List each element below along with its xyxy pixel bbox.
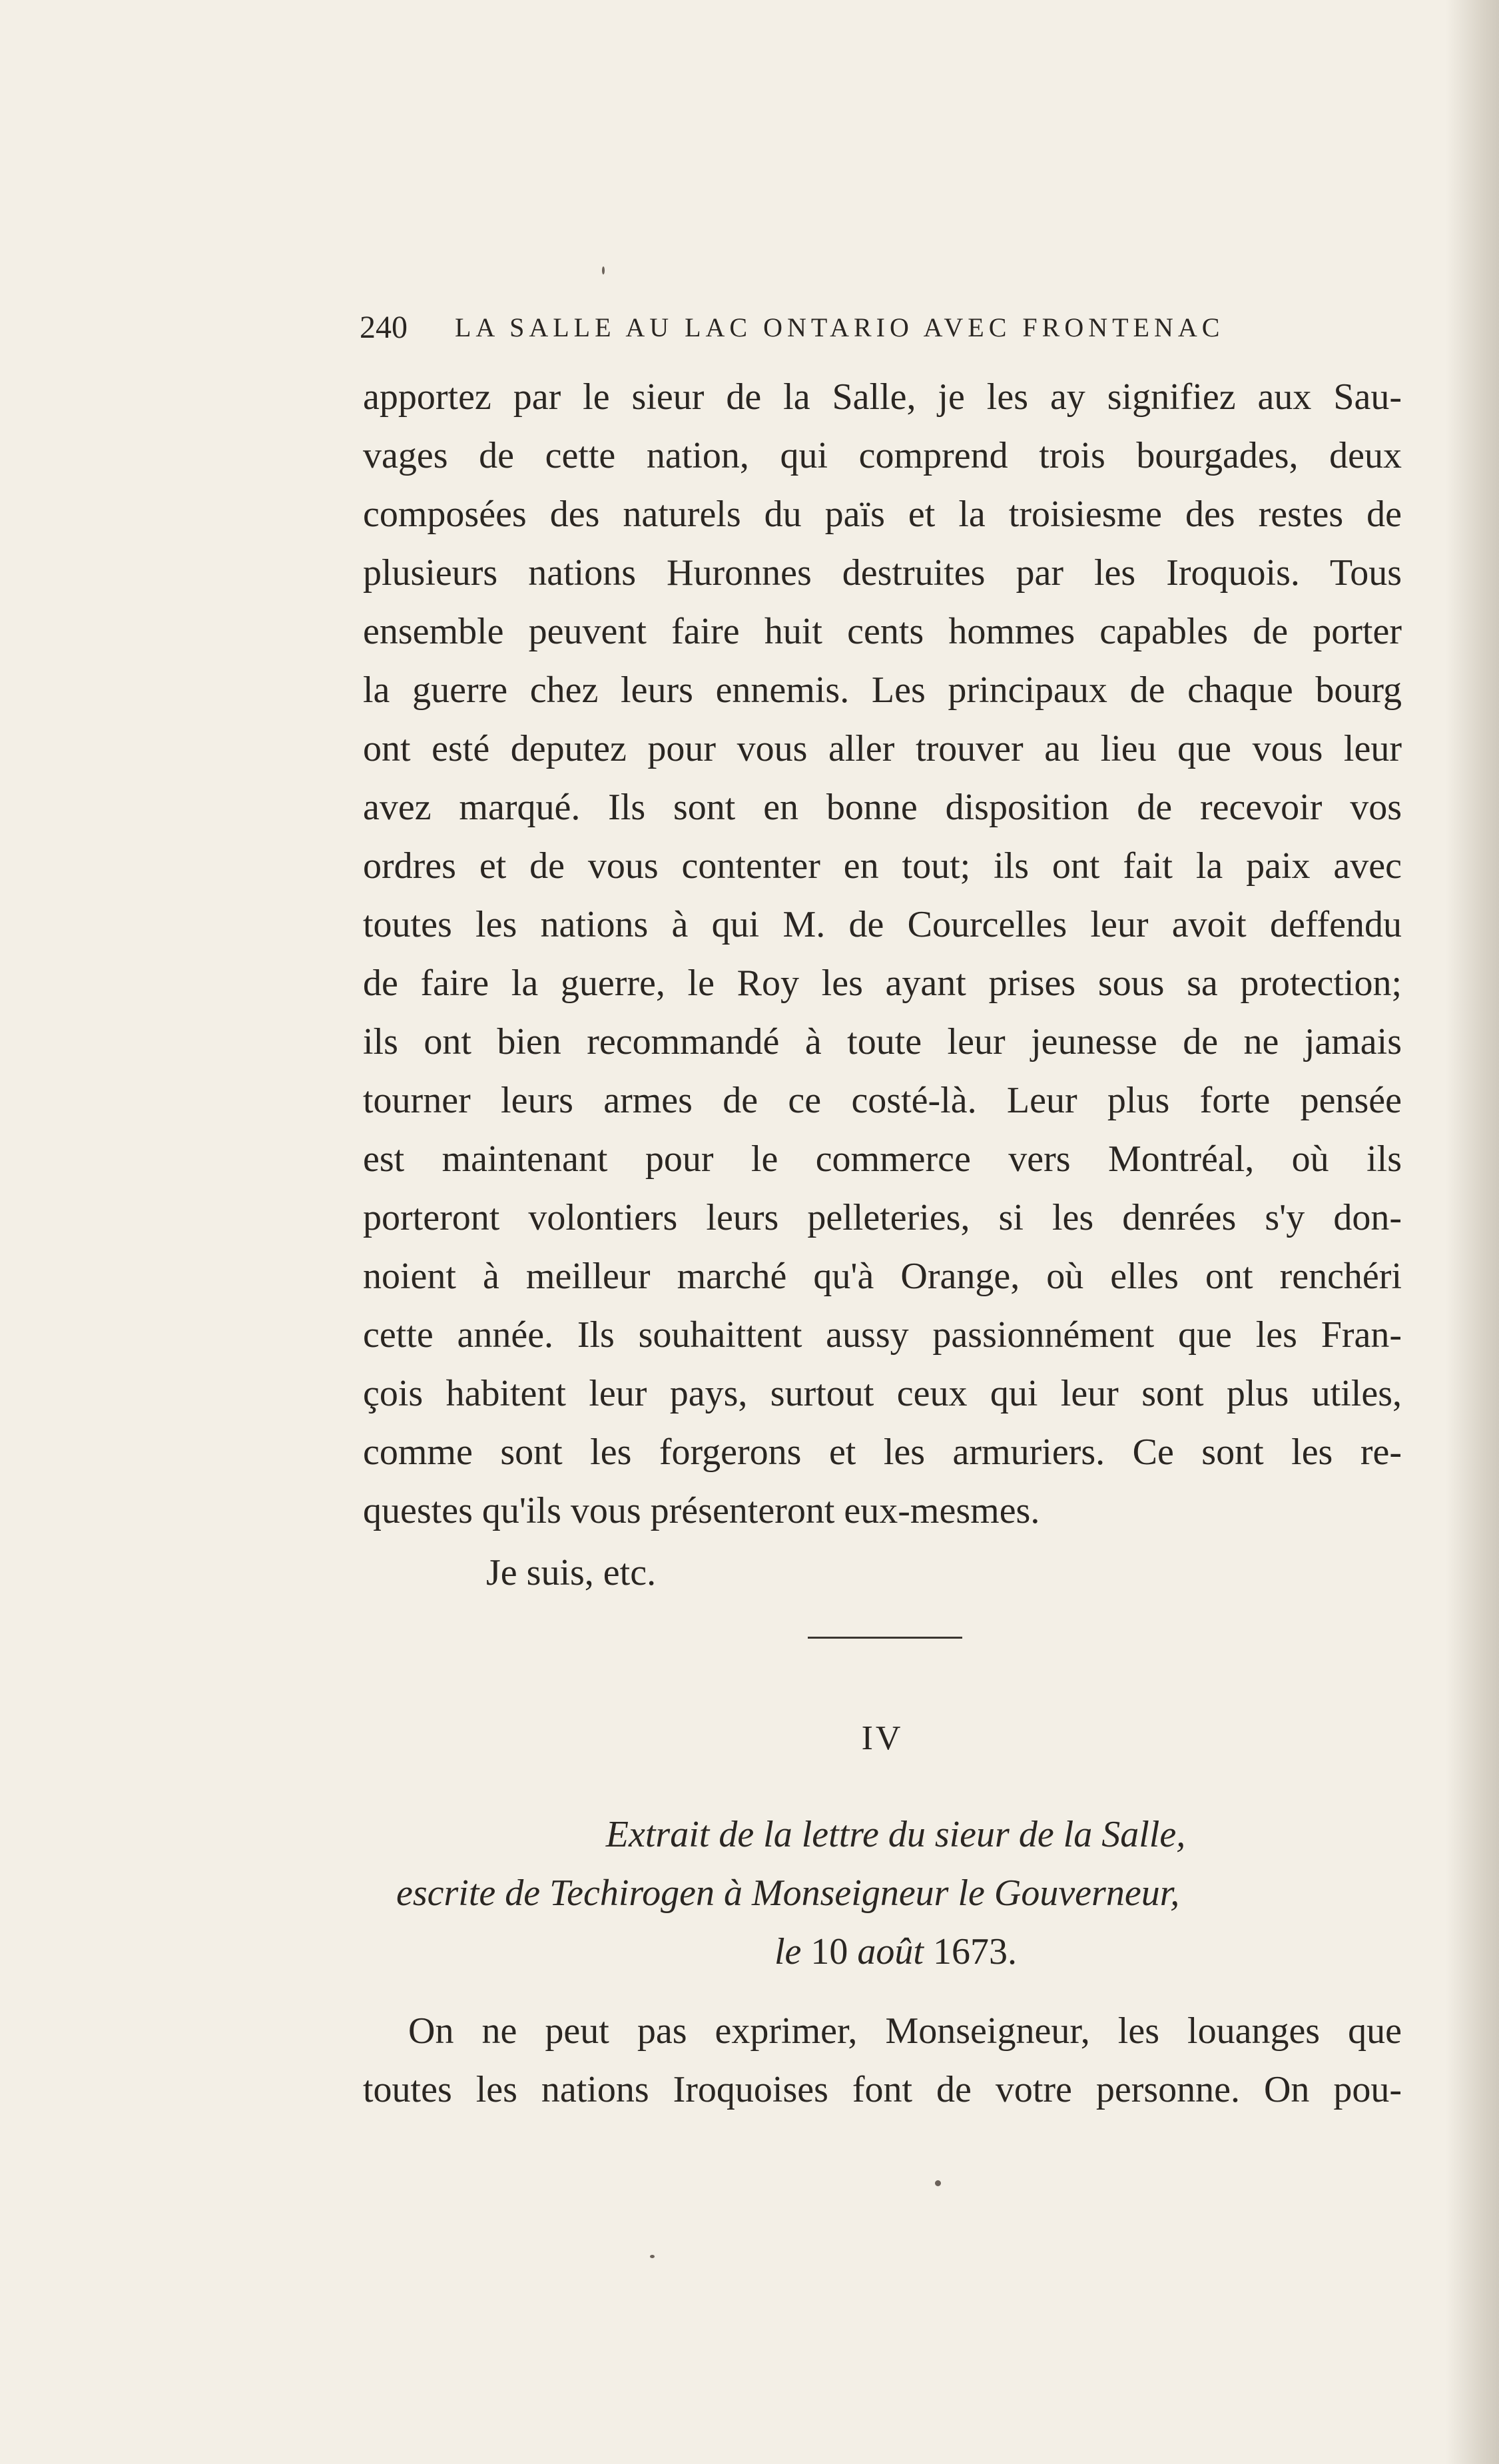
section-heading — [363, 1805, 1402, 1981]
text-line-last: questes qu'ils vous présenteront eux-mesmes. — [363, 1490, 1040, 1531]
text-line: tourner leurs armes de ce costé-là. Leur plus forte pensée — [363, 1080, 1402, 1121]
page-number: 240 — [360, 310, 408, 345]
text-line: ensemble peuvent faire huit cents hommes capables de porter — [363, 611, 1402, 652]
text-line: porteront volontiers leurs pelleteries, si les denrées s'y don- — [363, 1197, 1402, 1238]
text-line: avez marqué. Ils sont en bonne disposition de recevoir vos — [363, 787, 1402, 828]
section-divider — [808, 1637, 962, 1639]
letter-body — [363, 368, 1402, 1540]
closing-formula — [363, 1543, 1402, 1602]
text-line: noient à meilleur marché qu'à Orange, où elles ont renchéri — [363, 1256, 1402, 1297]
text-line: de faire la guerre, le Roy les ayant prises sous sa protection; — [363, 963, 1402, 1004]
text-line: cette année. Ils souhaittent aussy passionnément que les Fran- — [363, 1314, 1402, 1356]
text-line: ont esté deputez pour vous aller trouver au lieu que vous leur — [363, 728, 1402, 769]
extract-body — [363, 2002, 1402, 2119]
section-number: IV — [861, 1719, 904, 1757]
heading-date-prefix: le — [774, 1931, 802, 1972]
text-line: comme sont les forgerons et les armuriers. Ce sont les re- — [363, 1432, 1402, 1473]
paper-speck — [935, 2180, 941, 2186]
text-line: plusieurs nations Huronnes destruites par les Iroquois. Tous — [363, 552, 1402, 594]
text-line: çois habitent leur pays, surtout ceux qui leur sont plus utiles, — [363, 1373, 1402, 1414]
text-line: est maintenant pour le commerce vers Montréal, où ils — [363, 1138, 1402, 1180]
running-header — [360, 308, 1305, 348]
text-line: vages de cette nation, qui comprend trois bourgades, deux — [363, 435, 1402, 476]
text-line: ils ont bien recommandé à toute leur jeunesse de ne jamais — [363, 1021, 1402, 1062]
paper-speck — [602, 266, 605, 274]
text-line: ordres et de vous contenter en tout; ils ont fait la paix avec — [363, 845, 1402, 887]
running-title: LA SALLE AU LAC ONTARIO AVEC FRONTENAC — [455, 312, 1225, 342]
heading-date-line — [363, 1922, 1402, 1981]
heading-date-year: 1673. — [932, 1931, 1017, 1972]
paper-speck — [650, 2255, 655, 2258]
page-edge-shadow — [1446, 0, 1499, 2464]
text-line: toutes les nations à qui M. de Courcelles leur avoit deffendu — [363, 904, 1402, 945]
text-line: composées des naturels du païs et la troisiesme des restes de — [363, 494, 1402, 535]
heading-date-day: 10 — [810, 1931, 848, 1972]
text-line: apportez par le sieur de la Salle, je les ay signifiez aux Sau- — [363, 376, 1402, 418]
text-line: la guerre chez leurs ennemis. Les principaux de chaque bourg — [363, 669, 1402, 711]
heading-line: Extrait de la lettre du sieur de la Salle, — [605, 1814, 1186, 1855]
closing-line: Je suis, etc. — [486, 1552, 657, 1593]
text-line: On ne peut pas exprimer, Monseigneur, les louanges que — [408, 2010, 1402, 2052]
text-line: toutes les nations Iroquoises font de votre personne. On pou- — [363, 2069, 1402, 2110]
heading-date-month: août — [857, 1931, 924, 1972]
heading-line: escrite de Techirogen à Monseigneur le Gouverneur, — [396, 1872, 1180, 1914]
